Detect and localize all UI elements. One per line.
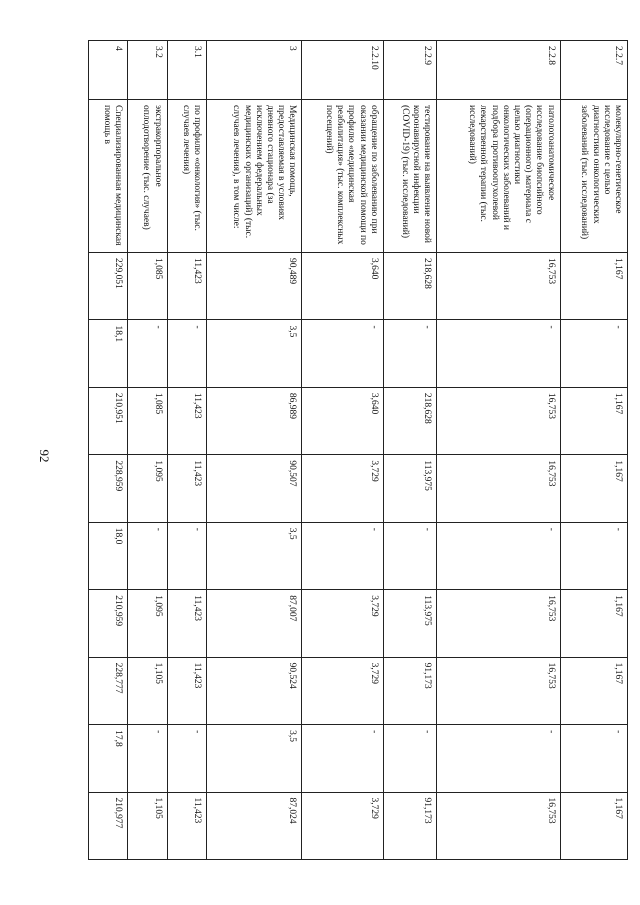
row-name: патологоанатомическое исследование биопсийного (операционного) материала с целью диагностики онкологических заболеваний и подбора противоопухолевой лекарственной терапии (тыс. исследований)	[437, 100, 560, 253]
row-value: -	[167, 320, 206, 387]
row-code: 2.2.9	[383, 41, 436, 100]
row-value: 87,007	[207, 590, 302, 657]
table-row	[437, 41, 560, 860]
row-value: 16,753	[437, 657, 560, 724]
row-value: 3,729	[302, 455, 383, 522]
table-wrap	[88, 40, 628, 860]
table-row	[560, 41, 627, 860]
row-value: 210,977	[89, 792, 128, 860]
row-value: -	[560, 725, 627, 792]
row-name: молекулярно-генетическое исследование с целью диагностики онкологических заболеваний (тыс. исследований)	[560, 100, 627, 253]
row-code: 3	[207, 41, 302, 100]
row-name: тестирование на выявление новой коронавирусной инфекции (COVID-19) (тыс. исследований)	[383, 100, 436, 253]
row-value: -	[437, 320, 560, 387]
row-value: -	[437, 725, 560, 792]
rotated-table-container	[88, 40, 628, 860]
row-value: 229,051	[89, 253, 128, 320]
row-value: 91,173	[383, 792, 436, 860]
table-row	[383, 41, 436, 860]
row-value: 218,628	[383, 253, 436, 320]
row-value: -	[560, 320, 627, 387]
row-value: -	[128, 725, 167, 792]
row-value: 16,753	[437, 455, 560, 522]
row-value: 16,753	[437, 792, 560, 860]
table-row	[128, 41, 167, 860]
row-value: 1,167	[560, 387, 627, 454]
row-value: 3,640	[302, 387, 383, 454]
row-value: 1,167	[560, 590, 627, 657]
row-name: обращение по заболеванию при оказании медицинской помощи по профилю «медицинская реабилитация» (тыс. комплексных посещений)	[302, 100, 383, 253]
row-value: -	[383, 522, 436, 589]
row-value: 3,640	[302, 253, 383, 320]
table-row	[167, 41, 206, 860]
row-code: 2.2.10	[302, 41, 383, 100]
table-row	[302, 41, 383, 860]
row-value: 11,423	[167, 455, 206, 522]
row-value: 3,729	[302, 657, 383, 724]
row-code: 4	[89, 41, 128, 100]
page-number: 92	[37, 449, 52, 463]
row-value: 17,8	[89, 725, 128, 792]
row-code: 3.1	[167, 41, 206, 100]
row-value: -	[128, 522, 167, 589]
row-value: 1,085	[128, 253, 167, 320]
row-value: 90,524	[207, 657, 302, 724]
row-value: 87,024	[207, 792, 302, 860]
row-value: 18,1	[89, 320, 128, 387]
row-value: -	[302, 725, 383, 792]
row-value: 210,951	[89, 387, 128, 454]
row-name: по профилю «онкология» (тыс. случаев лечения)	[167, 100, 206, 253]
row-value: -	[560, 522, 627, 589]
row-value: -	[128, 320, 167, 387]
row-value: 113,975	[383, 590, 436, 657]
row-name: экстракорпоральное оплодотворение (тыс. случаев)	[128, 100, 167, 253]
row-value: 16,753	[437, 387, 560, 454]
row-value: 16,753	[437, 253, 560, 320]
table-row	[207, 41, 302, 860]
row-value: 3,729	[302, 590, 383, 657]
row-value: 3,729	[302, 792, 383, 860]
table-body	[89, 41, 628, 860]
row-value: 113,975	[383, 455, 436, 522]
row-name: Специализированная медицинская помощь в	[89, 100, 128, 253]
row-value: 3,5	[207, 725, 302, 792]
row-value: 210,959	[89, 590, 128, 657]
row-value: -	[302, 522, 383, 589]
volume-table	[88, 40, 628, 860]
row-code: 2.2.8	[437, 41, 560, 100]
row-value: 16,753	[437, 590, 560, 657]
row-value: 11,423	[167, 387, 206, 454]
table-row	[89, 41, 128, 860]
row-value: 3,5	[207, 320, 302, 387]
row-value: 90,507	[207, 455, 302, 522]
row-value: 1,105	[128, 657, 167, 724]
row-name: Медицинская помощь, предоставляемая в условиях дневного стационара (за исключением федеральных медицинских организаций) (тыс. случаев лечения), в том числе:	[207, 100, 302, 253]
row-value: 228,777	[89, 657, 128, 724]
row-value: 11,423	[167, 657, 206, 724]
row-value: 3,5	[207, 522, 302, 589]
row-value: 1,167	[560, 792, 627, 860]
row-code: 3.2	[128, 41, 167, 100]
row-value: -	[383, 725, 436, 792]
row-value: -	[302, 320, 383, 387]
row-code: 2.2.7	[560, 41, 627, 100]
row-value: 11,423	[167, 253, 206, 320]
row-value: 18,0	[89, 522, 128, 589]
row-value: 91,173	[383, 657, 436, 724]
row-value: 1,105	[128, 792, 167, 860]
row-value: 1,085	[128, 387, 167, 454]
row-value: 218,628	[383, 387, 436, 454]
row-value: 228,959	[89, 455, 128, 522]
row-value: 1,167	[560, 657, 627, 724]
row-value: 90,489	[207, 253, 302, 320]
row-value: 1,167	[560, 253, 627, 320]
row-value: 1,095	[128, 590, 167, 657]
row-value: -	[167, 522, 206, 589]
row-value: 1,095	[128, 455, 167, 522]
row-value: 1,167	[560, 455, 627, 522]
row-value: -	[167, 725, 206, 792]
row-value: 86,989	[207, 387, 302, 454]
row-value: -	[437, 522, 560, 589]
row-value: 11,423	[167, 590, 206, 657]
row-value: -	[383, 320, 436, 387]
row-value: 11,423	[167, 792, 206, 860]
